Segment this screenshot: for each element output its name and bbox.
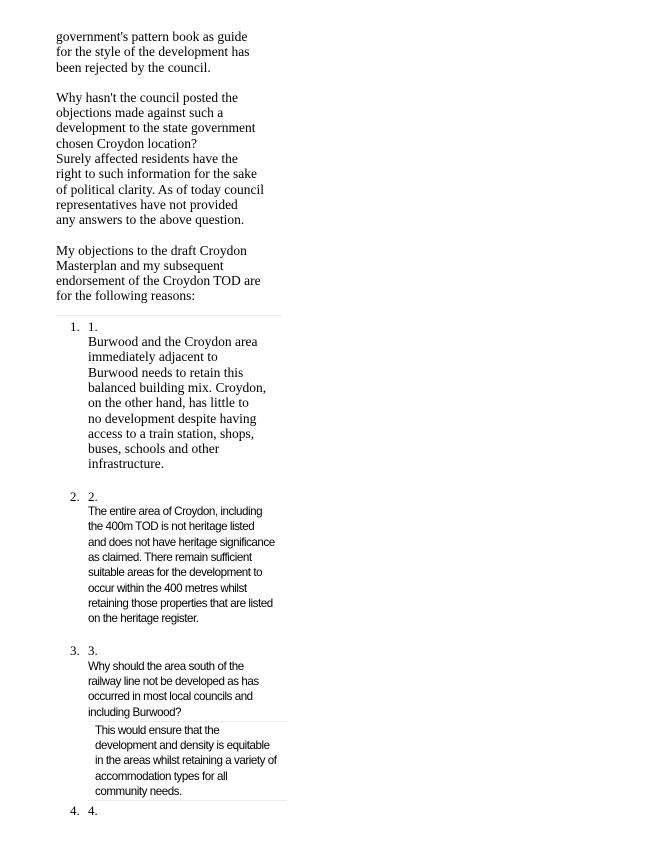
item-number: 3. <box>88 643 98 659</box>
document-column <box>56 29 286 819</box>
paragraph-pattern-book: government's pattern book as guide for the style of the development has been rejected by the council. <box>56 29 250 75</box>
objections-list <box>56 319 286 819</box>
list-marker: 3. <box>70 643 80 659</box>
item-text: Why should the area south of the railway line not be developed as has occurred in most local councils and including Burwood? <box>88 659 259 719</box>
list-item-2 <box>56 489 286 627</box>
list-item-4 <box>56 803 286 818</box>
list-marker: 2. <box>70 488 80 504</box>
item-number: 2. <box>88 488 98 504</box>
list-marker: 1. <box>70 318 80 334</box>
paragraph-objections-intro: My objections to the draft Croydon Masterplan and my subsequent endorsement of the Croydon TOD are for the following reasons: <box>56 242 261 304</box>
list-item-1 <box>56 319 286 472</box>
item-number: 4. <box>88 803 98 819</box>
quoted-sub-paragraph <box>88 721 287 801</box>
sub-paragraph-text: This would ensure that the development and density is equitable in the areas whilst retaining a variety of accommodation types for all community needs. <box>95 723 277 799</box>
paragraph-objections-question: Why hasn't the council posted the objections made against such a development to the state government chosen Croydon location? Surely affected residents have the right to such information for the sake of political clarity. As of today council representatives have not provided any answers to the above question. <box>56 89 264 228</box>
list-marker: 4. <box>70 803 80 819</box>
list-item-3 <box>56 643 286 801</box>
item-text: The entire area of Croydon, including the 400m TOD is not heritage listed and does not have heritage significance as claimed. There remain sufficient suitable areas for the development to occur within the 400 metres whilst retaining those properties that are listed on the heritage register. <box>88 505 275 626</box>
divider <box>56 315 282 316</box>
item-number: 1. <box>88 318 98 334</box>
item-text: Burwood and the Croydon area immediately adjacent to Burwood needs to retain this balanced building mix. Croydon, on the other hand, has little to no development despite having access to a train station, shops, buses, schools and other infrastructure. <box>88 334 267 472</box>
